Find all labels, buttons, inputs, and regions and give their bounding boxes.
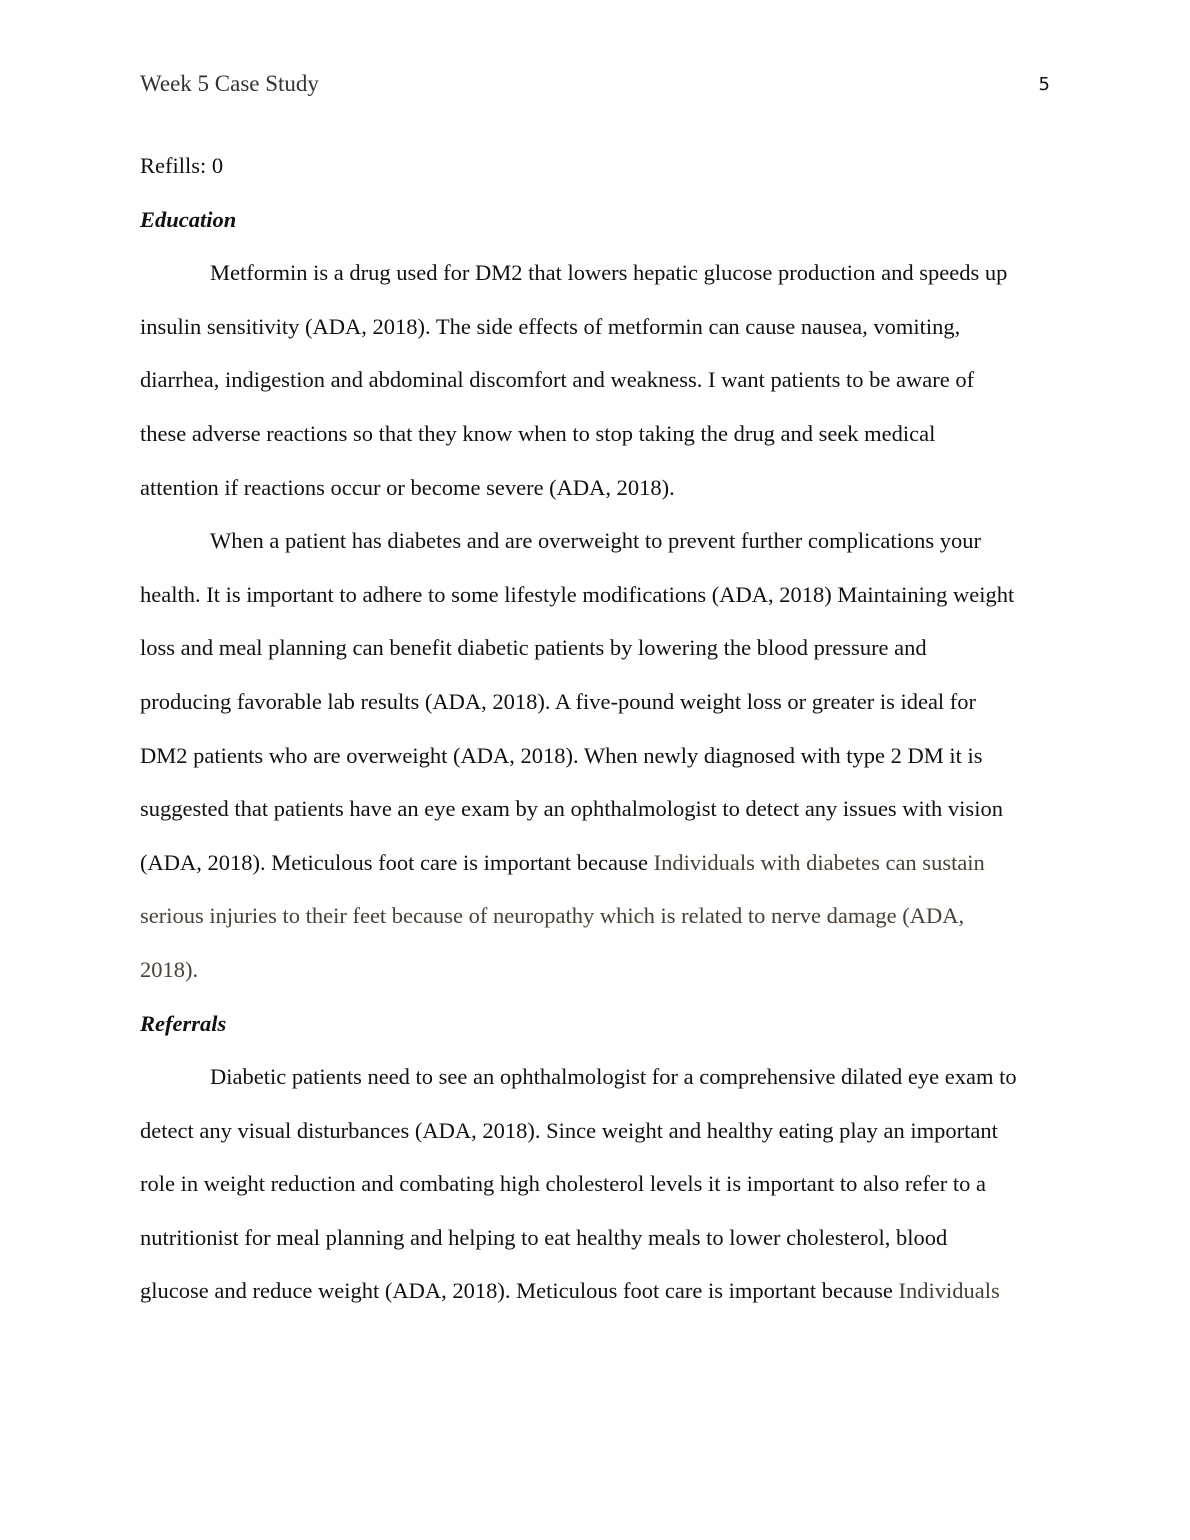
quoted-text-segment: Individuals with diabetes can sustain (653, 849, 985, 875)
page-body (140, 139, 1052, 1318)
text-line: attention if reactions occur or become severe (ADA, 2018). (140, 474, 675, 500)
text-segment: glucose and reduce weight (ADA, 2018). Meticulous foot care is important because (140, 1278, 899, 1304)
text-line: detect any visual disturbances (ADA, 2018). Since weight and healthy eating play an important (140, 1117, 998, 1143)
running-head: Week 5 Case Study (140, 71, 319, 96)
text-line: health. It is important to adhere to some lifestyle modifications (ADA, 2018) Maintaining weight (140, 581, 1015, 607)
text-line: nutritionist for meal planning and helping to eat healthy meals to lower cholesterol, blood (140, 1224, 948, 1250)
quoted-text-segment: Individuals (898, 1278, 1000, 1304)
text-line: When a patient has diabetes and are overweight to prevent further complications your (210, 528, 981, 554)
text-line: DM2 patients who are overweight (ADA, 2018). When newly diagnosed with type 2 DM it is (140, 742, 983, 768)
text-line: these adverse reactions so that they know when to stop taking the drug and seek medical (140, 420, 936, 446)
text-line: Metformin is a drug used for DM2 that lowers hepatic glucose production and speeds up (210, 260, 1008, 286)
quoted-text-line: 2018). (140, 956, 199, 982)
text-line: insulin sensitivity (ADA, 2018). The side effects of metformin can cause nausea, vomiting, (140, 313, 961, 339)
text-line: Diabetic patients need to see an ophthalmologist for a comprehensive dilated eye exam to (210, 1064, 1017, 1090)
referrals-paragraph (140, 1050, 1052, 1318)
refills-line: Refills: 0 (140, 153, 224, 178)
text-segment: (ADA, 2018). Meticulous foot care is important because (140, 849, 654, 875)
text-line (140, 1264, 1052, 1318)
education-paragraph-2 (140, 514, 1052, 996)
quoted-text-line: serious injuries to their feet because of neuropathy which is related to nerve damage (ADA, (140, 903, 965, 929)
referrals-heading: Referrals (140, 1010, 227, 1036)
education-paragraph-1 (140, 246, 1052, 514)
text-line: role in weight reduction and combating high cholesterol levels it is important to also refer to a (140, 1171, 987, 1197)
education-heading: Education (140, 206, 237, 232)
page-number: 5 (1038, 74, 1050, 95)
text-line (140, 836, 1052, 890)
text-line: loss and meal planning can benefit diabetic patients by lowering the blood pressure and (140, 635, 927, 661)
text-line: suggested that patients have an eye exam by an ophthalmologist to detect any issues with vision (140, 796, 1003, 822)
text-line: producing favorable lab results (ADA, 2018). A five-pound weight loss or greater is ideal for (140, 688, 977, 714)
text-line: diarrhea, indigestion and abdominal discomfort and weakness. I want patients to be aware of (140, 367, 975, 393)
